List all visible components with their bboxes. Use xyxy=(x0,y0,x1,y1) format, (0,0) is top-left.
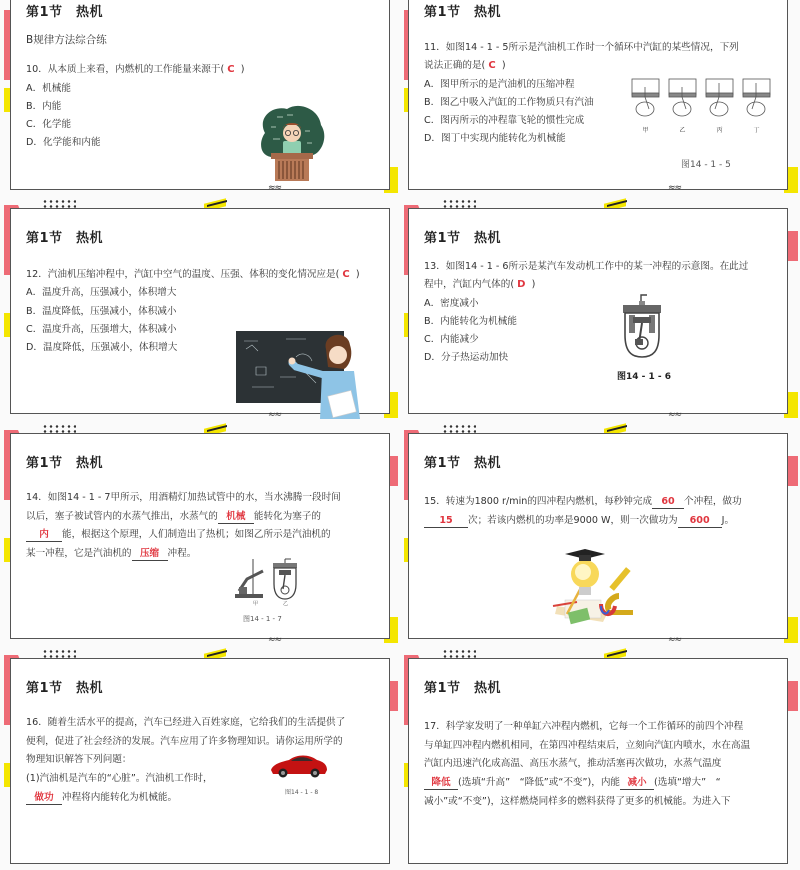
wave-decoration: ≈≈ xyxy=(668,183,682,193)
option-d: D．温度降低，压强减小，体积增大 xyxy=(26,342,178,354)
answer: C xyxy=(227,64,235,76)
question-line-1: 17．科学家发明了一种单缸六冲程内燃机，它每一个工作循环的前四个冲程 xyxy=(424,721,744,732)
slide-q13[interactable] xyxy=(400,195,800,420)
question-line-4: (1)汽油机是汽车的“心脏”。汽油机工作时， xyxy=(26,773,213,785)
slide-card xyxy=(408,0,788,193)
figure-label-jia: 甲 xyxy=(642,127,649,134)
option-d: D．分子热运动加快 xyxy=(424,352,509,364)
option-c: C．图丙所示的冲程靠飞轮的惯性完成 xyxy=(424,115,585,127)
answer-blank-3: 600 xyxy=(678,514,722,528)
slide-card xyxy=(408,208,788,414)
answer-blank-2: 减小 xyxy=(620,776,654,790)
question-line-2: 以后，塞子被试管内的水蒸气推出，水蒸气的 机械 能转化为塞子的 xyxy=(26,510,322,522)
heating-tube-and-engine-figure xyxy=(233,557,303,603)
question-text: 10．从本质上来看，内燃机的工作能量来源于( C ) xyxy=(26,64,245,76)
answer-blank-1: 降低 xyxy=(424,776,458,790)
question-line-3: 物理知识解答下列问题： xyxy=(26,754,132,766)
question-line-2: 与单缸四冲程内燃机相同，在第四冲程结束后，立刻向汽缸内喷水，水在高温 xyxy=(424,739,751,751)
figure-label-yi: 乙 xyxy=(679,127,686,134)
option-b: B．内能转化为机械能 xyxy=(424,315,517,327)
slide-card xyxy=(10,433,390,639)
teacher-at-podium-illustration xyxy=(257,103,327,185)
figure-label-ding: 丁 xyxy=(753,127,760,134)
question-line-1: 16．随着生活水平的提高，汽车已经进入百姓家庭，它给我们的生活提供了 xyxy=(26,717,346,728)
slide-q17[interactable] xyxy=(400,645,800,870)
answer: C xyxy=(342,269,350,280)
option-a: A．机械能 xyxy=(26,82,71,94)
question-line-1: 15．转速为1800 r/min的四冲程内燃机，每秒钟完成 60 个冲程，做功 xyxy=(424,496,742,507)
section-title: 第1节 热机 xyxy=(26,456,104,471)
question-line-1: 11．如图14 - 1 - 5所示是汽油机工作时一个循环中汽缸的某些情况，下列 xyxy=(424,42,739,53)
science-tools-lightbulb-illustration xyxy=(547,544,653,628)
slide-card xyxy=(408,658,788,864)
question-line-4: 降低 (选填“升高” “降低”或“不变”)，内能 减小 (选填“增大” “ xyxy=(424,774,775,793)
figure-caption: 图14 - 1 - 8 xyxy=(285,789,319,796)
question-line-4: 某一冲程，它是汽油机的 压缩 冲程。 xyxy=(26,547,197,559)
answer-blank-1: 60 xyxy=(652,495,684,509)
figure-caption: 图14 - 1 - 6 xyxy=(617,372,672,382)
question-line-2: 程中，汽缸内气体的( D ) xyxy=(424,279,536,291)
question-line-5: 减小”或“不变”)，这样燃烧同样多的燃料获得了更多的机械能。为进入下 xyxy=(424,795,731,807)
slide-q16[interactable] xyxy=(0,645,400,870)
wave-decoration: ≈≈ xyxy=(268,410,282,420)
option-b: B．温度降低，压强减小，体积减小 xyxy=(26,305,177,317)
question-line-2: 说法正确的是( C ) xyxy=(424,60,506,72)
slide-card xyxy=(10,208,390,414)
slide-q10[interactable] xyxy=(0,0,400,195)
question-line-2: 便利，促进了社会经济的发展。汽车应用了许多物理知识。请你运用所学的 xyxy=(26,735,343,747)
section-title: 第1节 热机 xyxy=(424,5,502,20)
section-title: 第1节 热机 xyxy=(26,681,104,696)
question-text: 12．汽油机压缩冲程中，汽缸中空气的温度、压强、体积的变化情况应是( C ) xyxy=(26,269,360,280)
wave-decoration: ≈≈ xyxy=(668,635,682,645)
wave-decoration: ≈≈ xyxy=(268,635,282,645)
teacher-at-blackboard-illustration xyxy=(236,327,361,419)
question-line-1: 13．如图14 - 1 - 6所示是某汽车发动机工作中的某一冲程的示意图。在此过 xyxy=(424,261,749,272)
option-d: D．化学能和内能 xyxy=(26,137,101,149)
option-b: B．内能 xyxy=(26,100,62,112)
answer-blank-2: 内 xyxy=(26,528,62,542)
figure-caption: 图14 - 1 - 7 xyxy=(243,615,282,623)
figure-label-jia: 甲 xyxy=(253,601,259,607)
option-d: D．图丁中实现内能转化为机械能 xyxy=(424,133,566,145)
wave-decoration: ≈≈ xyxy=(668,410,682,420)
option-c: C．温度升高，压强增大，体积减小 xyxy=(26,323,177,335)
figure-caption: 图14 - 1 - 5 xyxy=(681,160,731,170)
slide-q15[interactable] xyxy=(400,420,800,645)
answer-blank-1: 做功 xyxy=(26,791,62,805)
question-line-1: 14．如图14 - 1 - 7甲所示，用酒精灯加热试管中的水，当水沸腾一段时间 xyxy=(26,492,341,503)
slide-q12[interactable] xyxy=(0,195,400,420)
answer: C xyxy=(488,60,496,72)
section-title: 第1节 热机 xyxy=(26,231,104,246)
slide-card xyxy=(10,658,390,864)
option-c: C．化学能 xyxy=(26,119,72,131)
wave-decoration: ≈≈ xyxy=(268,183,282,193)
answer-blank-1: 机械 xyxy=(218,510,254,524)
option-a: A．温度升高，压强减小，体积增大 xyxy=(26,287,177,299)
figure-label-bing: 丙 xyxy=(716,127,723,134)
slide-card xyxy=(10,0,390,193)
cylinder-diagrams-figure xyxy=(631,77,771,147)
question-line-2: 15 次；若该内燃机的功率是9000 W，则一次做功为 600 J。 xyxy=(424,512,775,531)
section-title: 第1节 热机 xyxy=(424,681,502,696)
question-line-3: 内 能，根据这个原理，人们制造出了热机；如图乙所示是汽油机的 xyxy=(26,526,377,545)
figure-label-yi: 乙 xyxy=(283,601,289,607)
option-c: C．内能减少 xyxy=(424,334,479,346)
answer-blank-2: 15 xyxy=(424,514,468,528)
section-title: 第1节 热机 xyxy=(26,5,104,20)
answer-blank-3: 压缩 xyxy=(132,547,168,561)
option-a: A．密度减小 xyxy=(424,297,479,309)
question-line-5: 做功 冲程将内能转化为机械能。 xyxy=(26,789,377,808)
option-a: A．图甲所示的是汽油机的压缩冲程 xyxy=(424,78,575,90)
answer: D xyxy=(517,279,526,291)
slide-card xyxy=(408,433,788,639)
section-title: 第1节 热机 xyxy=(424,456,502,471)
slide-q11[interactable] xyxy=(400,0,800,195)
option-b: B．图乙中吸入汽缸的工作物质只有汽油 xyxy=(424,96,594,108)
red-sports-car-image xyxy=(269,752,329,780)
engine-cross-section-figure xyxy=(621,293,665,359)
question-line-3: 汽缸内迅速汽化成高温、高压水蒸气，推动活塞再次做功，水蒸气温度 xyxy=(424,758,722,770)
subtitle: B规律方法综合练 xyxy=(26,34,107,46)
slide-q14[interactable] xyxy=(0,420,400,645)
section-title: 第1节 热机 xyxy=(424,231,502,246)
